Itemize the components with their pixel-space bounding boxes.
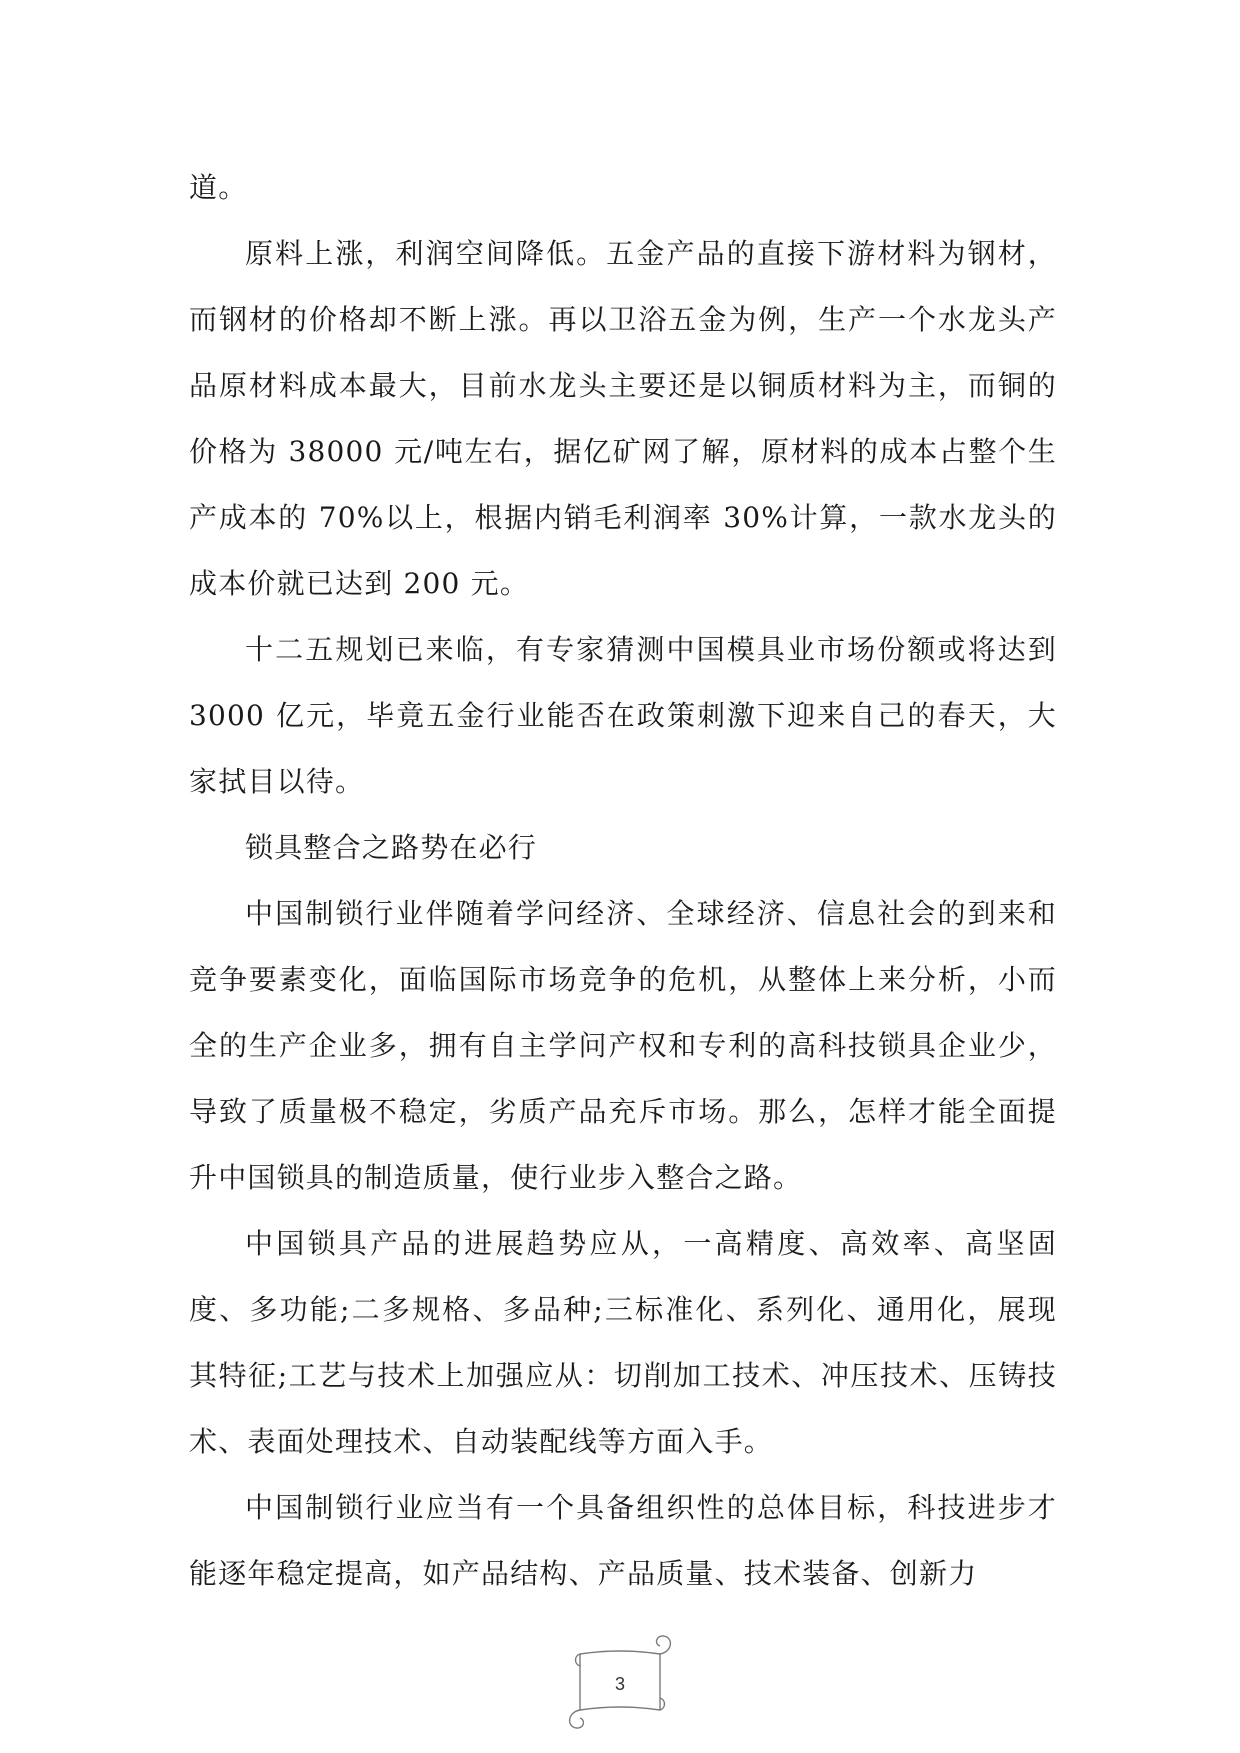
paragraph-overall-goal: 中国制锁行业应当有一个具备组织性的总体目标，科技进步才能逐年稳定提高，如产品结构、产品质量、技术装备、创新力 <box>189 1491 1057 1590</box>
paragraph-lock-industry-challenges: 中国制锁行业伴随着学问经济、全球经济、信息社会的到来和竞争要素变化，面临国际市场竞争的危机，从整体上来分析，小而全的生产企业多，拥有自主学问产权和专利的高科技锁具企业少，导致了质量极不稳定，劣质产品充斥市场。那么，怎样才能全面提升中国锁具的制造质量，使行业步入整合之路。 <box>189 897 1057 1194</box>
paragraph-five-year-plan: 十二五规划已来临，有专家猜测中国模具业市场份额或将达到 3000 亿元，毕竟五金行业能否在政策刺激下迎来自己的春天，大家拭目以待。 <box>189 633 1057 798</box>
paragraph-development-trends: 中国锁具产品的进展趋势应从，一高精度、高效率、高坚固度、多功能;二多规格、多品种;三标准化、系列化、通用化，展现其特征;工艺与技术上加强应从：切削加工技术、冲压技术、压铸技术、表面处理技术、自动装配线等方面入手。 <box>189 1227 1057 1458</box>
paragraph-continuation: 道。 <box>189 171 248 204</box>
document-body <box>189 155 1057 1607</box>
page-number: 3 <box>614 1674 625 1694</box>
section-heading-lock-integration: 锁具整合之路势在必行 <box>245 831 538 864</box>
paragraph-raw-material-cost: 原料上涨，利润空间降低。五金产品的直接下游材料为钢材，而钢材的价格却不断上涨。再以卫浴五金为例，生产一个水龙头产品原材料成本最大，目前水龙头主要还是以铜质材料为主，而铜的价格为 38000 元/吨左右，据亿矿网了解，原材料的成本占整个生产成本的 70%以上，根据内销毛利润率 30%计算，一款水龙头的成本价就已达到 200 元。 <box>189 237 1057 600</box>
page-number-badge <box>560 1632 680 1732</box>
